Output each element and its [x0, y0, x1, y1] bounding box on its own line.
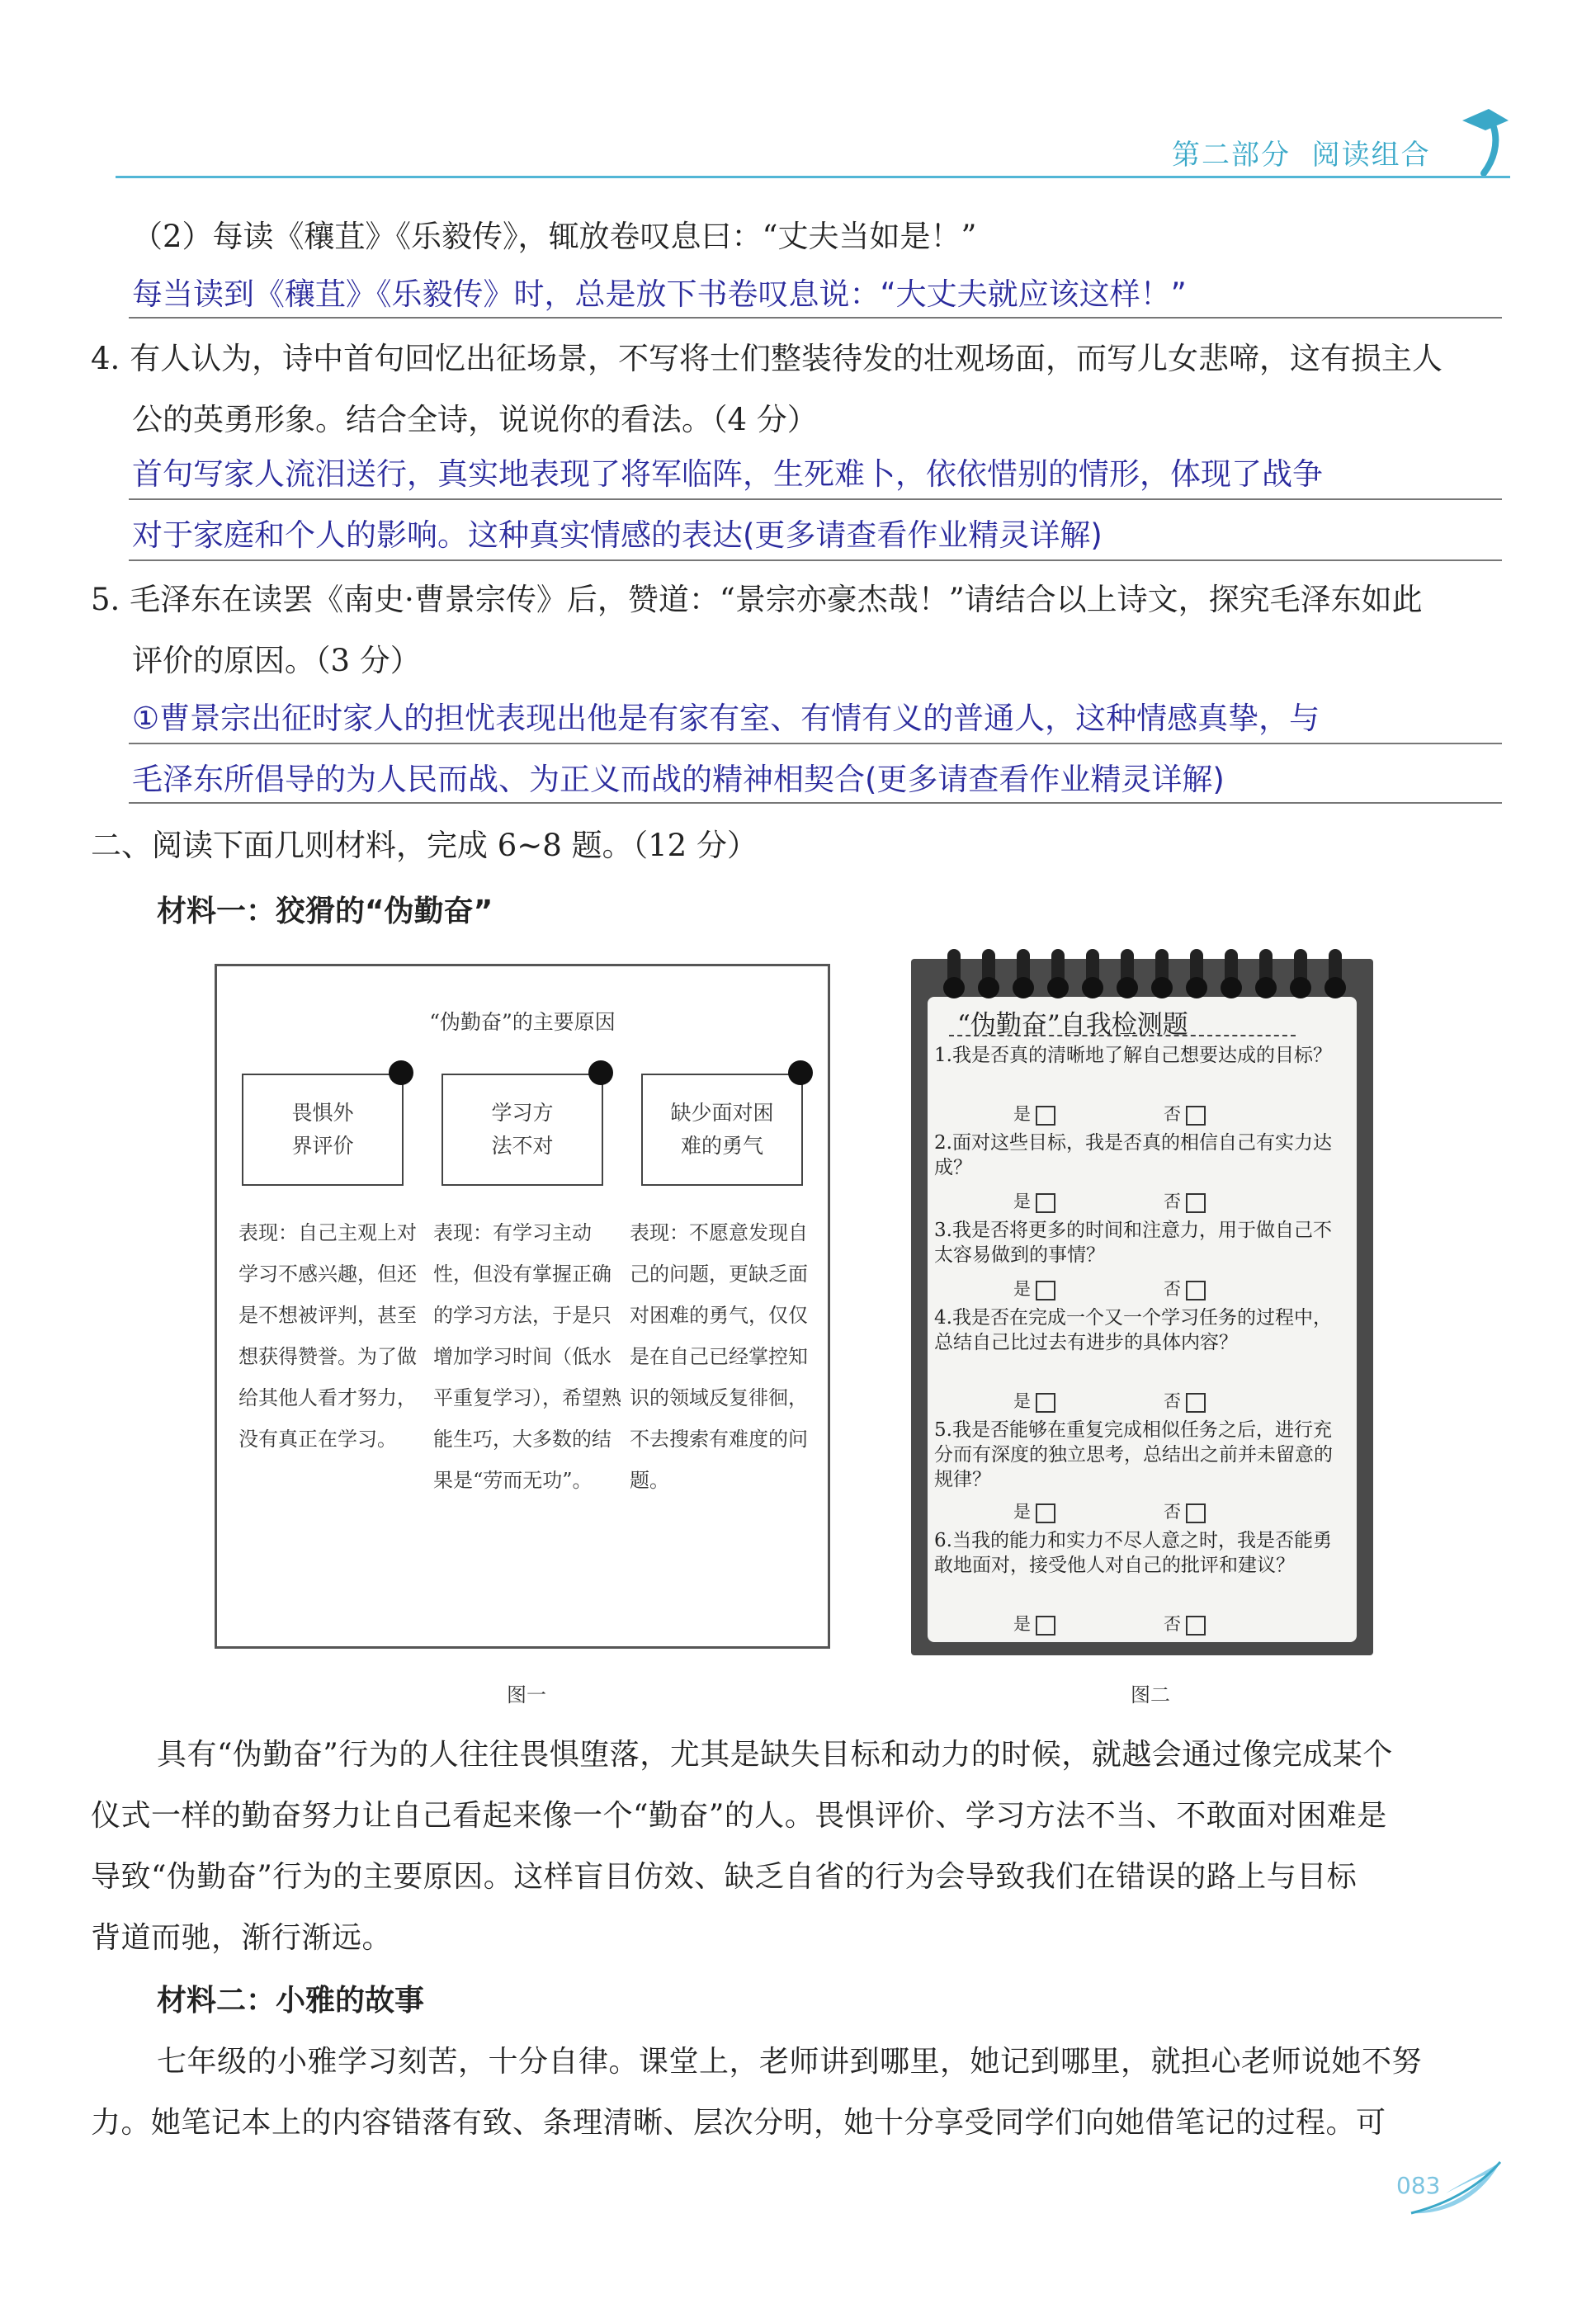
answer-rule [129, 802, 1502, 804]
q5-line2: 评价的原因。（3 分） [132, 643, 421, 678]
q4-answer2: 对于家庭和个人的影响。这种真实情感的表达(更多请查看作业精灵详解) [132, 517, 1103, 553]
no-option: 否 [1164, 1499, 1206, 1523]
paragraph-line: 力。她笔记本上的内容错落有致、条理清晰、层次分明，她十分享受同学们向她借笔记的过程。可 [91, 2106, 1386, 2140]
answer-rule [129, 317, 1502, 319]
cause-text: 学习方 [491, 1101, 554, 1125]
answer-rule [129, 743, 1502, 744]
q5-answer2: 毛泽东所倡导的为人民而战、为正义而战的精神相契合(更多请查看作业精灵详解) [132, 762, 1225, 797]
check-question: 4.我是否在完成一个又一个学习任务的过程中，总结自己比过去有进步的具体内容？ [934, 1307, 1332, 1353]
cause-desc: 表现：有学习主动性，但没有掌握正确的学习方法，于是只增加学习时间（低水平重复学习），希望熟能生巧，大多数的结果是“劳而无功”。 [433, 1221, 621, 1492]
cause-box [441, 1074, 603, 1186]
cause-text: 缺少面对困 [670, 1101, 774, 1125]
cause-desc: 表现：不愿意发现自己的问题，更缺乏面对困难的勇气，仅仅是在自己已经掌控知识的领域反复徘徊，不去搜索有难度的问题。 [630, 1221, 808, 1492]
q4-line2: 公的英勇形象。结合全诗，说说你的看法。（4 分） [132, 402, 818, 437]
cause-box [641, 1074, 803, 1186]
no-option: 否 [1164, 1388, 1206, 1413]
paragraph-line: 具有“伪勤奋”行为的人往往畏惧堕落，尤其是缺失目标和动力的时候，就越会通过像完成某个 [157, 1738, 1393, 1772]
title-underline [949, 1035, 1296, 1036]
paragraph-line: 七年级的小雅学习刻苦，十分自律。课堂上，老师讲到哪里，她记到哪里，就担心老师说她不努 [157, 2045, 1423, 2079]
feather-icon [1403, 2155, 1510, 2221]
check-question: 2.面对这些目标，我是否真的相信自己有实力达成？ [934, 1132, 1332, 1178]
graduation-cap-icon [1461, 102, 1510, 177]
checkbox[interactable] [1186, 1193, 1206, 1213]
figure1-panel [215, 964, 830, 1649]
header-rule [116, 176, 1510, 178]
answer-rule [129, 498, 1502, 500]
q5-line1: 5. 毛泽东在读罢《南史·曹景宗传》后，赞道：“景宗亦豪杰哉！”请结合以上诗文，探究毛泽东如此 [91, 582, 1423, 617]
page-number: 083 [1396, 2172, 1441, 2199]
checkbox[interactable] [1036, 1281, 1055, 1300]
checkbox[interactable] [1036, 1193, 1055, 1213]
checkbox[interactable] [1036, 1616, 1055, 1636]
q3-item2: （2）每读《穰苴》《乐毅传》，辄放卷叹息曰：“丈夫当如是！” [132, 219, 977, 254]
yes-option: 是 [1013, 1499, 1055, 1523]
figure2-title: “伪勤奋”自我检测题 [957, 1010, 1188, 1040]
check-question: 6.当我的能力和实力不尽人意之时，我是否能勇敢地面对，接受他人对自己的批评和建议？ [934, 1530, 1332, 1576]
checkbox[interactable] [1186, 1616, 1206, 1636]
cause-desc: 表现：自己主观上对学习不感兴趣，但还是不想被评判，甚至想获得赞誉。为了做给其他人看才努力，没有真正在学习。 [238, 1221, 417, 1451]
cause-box [242, 1074, 404, 1186]
checkbox[interactable] [1186, 1503, 1206, 1523]
q4-answer1: 首句写家人流泪送行，真实地表现了将军临阵，生死难卜，依依惜别的情形，体现了战争 [132, 456, 1323, 492]
yes-option: 是 [1013, 1101, 1055, 1126]
no-option: 否 [1164, 1611, 1206, 1636]
no-option: 否 [1164, 1101, 1206, 1126]
pin-icon [788, 1060, 813, 1085]
check-question: 1.我是否真的清晰地了解自己想要达成的目标？ [934, 1045, 1332, 1066]
cause-text: 法不对 [491, 1134, 554, 1158]
checkbox[interactable] [1186, 1106, 1206, 1126]
q5-answer1: ①曹景宗出征时家人的担忧表现出他是有家有室、有情有义的普通人，这种情感真挚，与 [132, 701, 1320, 736]
checkbox[interactable] [1186, 1281, 1206, 1300]
yes-option: 是 [1013, 1388, 1055, 1413]
cause-text: 难的勇气 [680, 1134, 763, 1158]
notebook-rings [947, 949, 1376, 998]
topic-label: 阅读组合 [1311, 139, 1431, 172]
yes-option: 是 [1013, 1611, 1055, 1636]
paragraph-line: 背道而驰，渐行渐远。 [91, 1921, 393, 1955]
figure2-caption: 图二 [1131, 1683, 1170, 1706]
checkbox[interactable] [1036, 1106, 1055, 1126]
cause-text: 畏惧外 [291, 1101, 354, 1125]
paragraph-line: 仪式一样的勤奋努力让自己看起来像一个“勤奋”的人。畏惧评价、学习方法不当、不敢面对困难是 [91, 1799, 1387, 1833]
paragraph-line: 导致“伪勤奋”行为的主要原因。这样盲目仿效、缺乏自省的行为会导致我们在错误的路上与目标 [91, 1860, 1358, 1894]
section2-heading: 二、阅读下面几则材料，完成 6~8 题。（12 分） [91, 828, 758, 863]
no-option: 否 [1164, 1188, 1206, 1213]
section-header [1172, 132, 1431, 172]
answer-rule [129, 559, 1502, 561]
check-question: 5.我是否能够在重复完成相似任务之后，进行充分而有深度的独立思考，总结出之前并未留意的规律？ [934, 1419, 1333, 1490]
yes-option: 是 [1013, 1276, 1055, 1300]
checkbox[interactable] [1036, 1393, 1055, 1413]
q3-answer: 每当读到《穰苴》《乐毅传》时，总是放下书卷叹息说：“大丈夫就应该这样！” [132, 276, 1187, 312]
pin-icon [588, 1060, 613, 1085]
material1-title: 材料一：狡猾的“伪勤奋” [157, 895, 493, 928]
check-question: 3.我是否将更多的时间和注意力，用于做自己不太容易做到的事情？ [934, 1220, 1332, 1266]
pin-icon [389, 1060, 413, 1085]
cause-text: 界评价 [291, 1134, 354, 1158]
figure1-title: “伪勤奋”的主要原因 [429, 1010, 616, 1034]
checkbox[interactable] [1036, 1503, 1055, 1523]
checkbox[interactable] [1186, 1393, 1206, 1413]
figure1-caption: 图一 [507, 1683, 546, 1706]
section-label: 第二部分 [1172, 139, 1291, 172]
material2-title: 材料二：小雅的故事 [157, 1984, 425, 2018]
no-option: 否 [1164, 1276, 1206, 1300]
q4-line1: 4. 有人认为，诗中首句回忆出征场景，不写将士们整装待发的壮观场面，而写儿女悲啼，这有损主人 [91, 341, 1443, 376]
yes-option: 是 [1013, 1188, 1055, 1213]
